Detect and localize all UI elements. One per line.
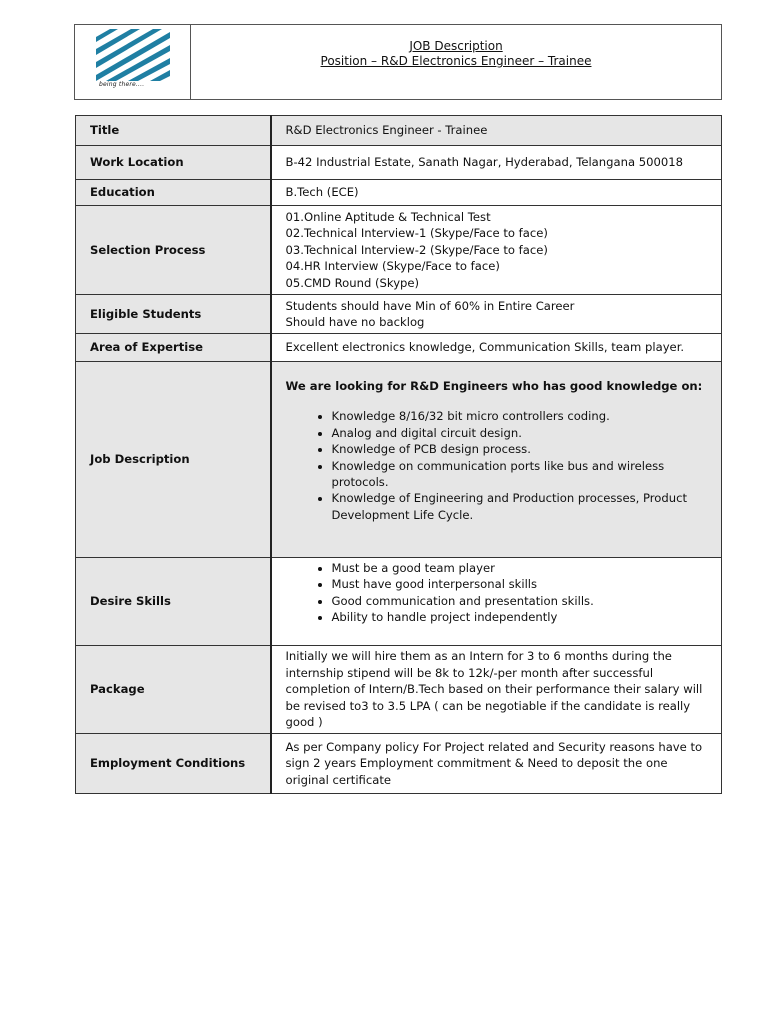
list-item: • Must have good interpersonal skills bbox=[332, 576, 708, 592]
list-item: • Knowledge of PCB design process. bbox=[332, 441, 708, 457]
list-item: Should have no backlog bbox=[285, 315, 425, 329]
company-logo bbox=[75, 25, 191, 99]
list-item: • Analog and digital circuit design. bbox=[332, 425, 708, 441]
table-row bbox=[76, 146, 722, 180]
table-row bbox=[76, 558, 722, 646]
table-row bbox=[76, 180, 722, 206]
row-label-employment-conditions: Employment Conditions bbox=[76, 734, 271, 794]
list-item: • Must be a good team player bbox=[332, 560, 708, 576]
row-label-area-of-expertise: Area of Expertise bbox=[76, 334, 271, 362]
row-label-desire-skills: Desire Skills bbox=[76, 558, 271, 646]
row-label-eligible-students: Eligible Students bbox=[76, 295, 271, 334]
row-value-employment-conditions: As per Company policy For Project related and Security reasons have to sign 2 years Employment commitment & Need to deposit the one original certificate bbox=[271, 734, 722, 794]
logo-tagline: being there.... bbox=[99, 81, 145, 88]
list-item: Students should have Min of 60% in Entire Career bbox=[285, 298, 575, 313]
job-info-table bbox=[75, 115, 722, 794]
row-value-title: R&D Electronics Engineer - Trainee bbox=[271, 116, 722, 146]
list-item: 04.HR Interview (Skype/Face to face) bbox=[285, 259, 500, 274]
row-label-selection-process: Selection Process bbox=[76, 206, 271, 295]
list-item: • Knowledge 8/16/32 bit micro controllers coding. bbox=[332, 408, 708, 424]
row-value-package: Initially we will hire them as an Intern for 3 to 6 months during the internship stipend will be 8k to 12k/-per month after successful completion of Intern/B.Tech based on their performance their salary will be revised to3 to 3.5 LPA ( can be negotiable if the candidate is really good ) bbox=[271, 646, 722, 734]
row-label-work-location: Work Location bbox=[76, 146, 271, 180]
header-title-block bbox=[191, 25, 721, 99]
list-item: • Knowledge of Engineering and Production processes, Product Development Life Cycle. bbox=[332, 490, 708, 523]
table-row bbox=[76, 206, 722, 295]
row-label-job-description: Job Description bbox=[76, 362, 271, 558]
list-item: 01.Online Aptitude & Technical Test bbox=[285, 209, 491, 224]
row-label-title: Title bbox=[76, 116, 271, 146]
table-row bbox=[76, 295, 722, 334]
list-item: 05.CMD Round (Skype) bbox=[285, 275, 420, 290]
list-item: 02.Technical Interview-1 (Skype/Face to face) bbox=[285, 226, 548, 241]
row-value-education: B.Tech (ECE) bbox=[271, 180, 722, 206]
row-value-work-location: B-42 Industrial Estate, Sanath Nagar, Hyderabad, Telangana 500018 bbox=[271, 146, 722, 180]
list-item: • Knowledge on communication ports like bus and wireless protocols. bbox=[332, 458, 708, 491]
table-row bbox=[76, 116, 722, 146]
row-label-package: Package bbox=[76, 646, 271, 734]
desire-skills-body bbox=[271, 558, 722, 646]
table-row bbox=[76, 646, 722, 734]
stripes-logo-icon bbox=[96, 29, 170, 81]
selection-steps bbox=[271, 206, 722, 295]
document-header bbox=[74, 24, 722, 100]
table-row bbox=[76, 334, 722, 362]
document-heading: JOB Description bbox=[409, 39, 503, 53]
position-title: Position – R&D Electronics Engineer – Trainee bbox=[320, 54, 592, 68]
desire-skills-list bbox=[286, 560, 708, 626]
row-value-area-of-expertise: Excellent electronics knowledge, Communication Skills, team player. bbox=[271, 334, 722, 362]
list-item: 03.Technical Interview-2 (Skype/Face to face) bbox=[285, 242, 548, 257]
job-description-intro: We are looking for R&D Engineers who has good knowledge on: bbox=[285, 379, 703, 393]
list-item: • Ability to handle project independently bbox=[332, 609, 708, 625]
list-item: • Good communication and presentation skills. bbox=[332, 593, 708, 609]
row-label-education: Education bbox=[76, 180, 271, 206]
eligible-students-lines bbox=[271, 295, 722, 334]
job-description-body bbox=[271, 362, 722, 558]
job-description-list bbox=[286, 408, 708, 523]
table-row bbox=[76, 734, 722, 794]
table-row bbox=[76, 362, 722, 558]
